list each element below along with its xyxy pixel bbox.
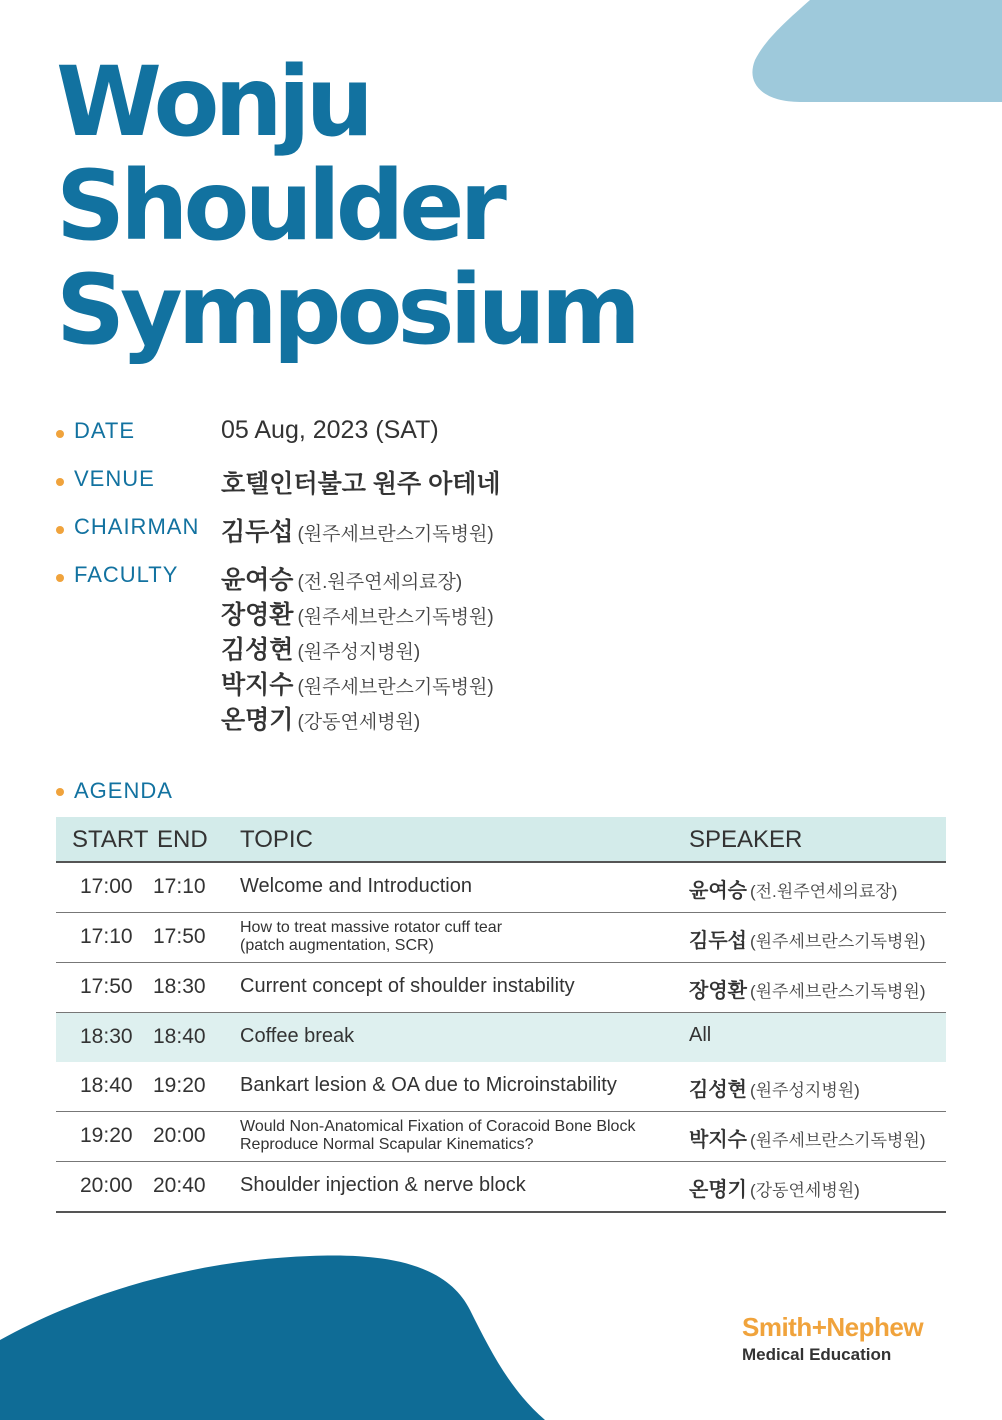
decorative-blob-top: [740, 0, 1002, 102]
agenda-table: [56, 817, 946, 1213]
date-value: 05 Aug, 2023 (SAT): [221, 416, 439, 444]
table-row: [56, 1112, 946, 1162]
header-topic: TOPIC: [240, 826, 313, 853]
speaker: [689, 874, 897, 903]
speaker: [689, 1173, 860, 1202]
topic-line-1: How to treat massive rotator cuff tear: [240, 919, 503, 936]
date-label: DATE: [74, 418, 136, 443]
table-row-break: [56, 1013, 946, 1062]
faculty-affiliation: (원주성지병원): [297, 642, 421, 663]
topic: Welcome and Introduction: [240, 875, 472, 897]
speaker-name: All: [689, 1024, 712, 1046]
chairman-row: [56, 510, 756, 558]
bullet-icon: [56, 574, 64, 582]
faculty-row: [56, 558, 756, 734]
faculty-name: 김성현: [221, 636, 294, 664]
faculty-member: [221, 630, 494, 665]
page-title: [56, 46, 636, 366]
end-time: 18:30: [153, 975, 206, 998]
faculty-name: 박지수: [221, 671, 294, 699]
topic: [240, 1118, 680, 1154]
table-row: [56, 1062, 946, 1112]
smith-nephew-logo: [742, 1312, 923, 1365]
header-start: START: [72, 826, 149, 853]
start-time: 19:20: [80, 1124, 133, 1147]
end-time: 18:40: [153, 1025, 206, 1048]
speaker-name: 윤여승: [689, 880, 747, 902]
speaker-name: 온명기: [689, 1179, 747, 1201]
agenda-table-header: [56, 817, 946, 863]
header-speaker: SPEAKER: [689, 826, 803, 853]
speaker-name: 장영환: [689, 980, 747, 1002]
faculty-name: 장영환: [221, 601, 294, 629]
faculty-affiliation: (강동연세병원): [297, 712, 421, 733]
topic: Coffee break: [240, 1025, 355, 1047]
topic-line-2: Reproduce Normal Scapular Kinematics?: [240, 1136, 534, 1153]
speaker: [689, 974, 926, 1003]
speaker: [689, 1123, 926, 1152]
end-time: 20:40: [153, 1174, 206, 1197]
venue-row: [56, 462, 756, 510]
end-time: 17:50: [153, 925, 206, 948]
logo-brand: Smith+Nephew: [742, 1312, 924, 1342]
topic: Bankart lesion & OA due to Microinstability: [240, 1074, 617, 1096]
topic: Shoulder injection & nerve block: [240, 1174, 526, 1196]
date-row: [56, 414, 756, 462]
speaker-affiliation: (전.원주연세의료장): [749, 882, 898, 901]
chairman-value: [221, 512, 494, 548]
speaker: [689, 1073, 860, 1102]
topic: [240, 919, 680, 955]
topic-line-2: (patch augmentation, SCR): [240, 937, 434, 954]
venue-label: VENUE: [74, 466, 155, 491]
event-info: [56, 414, 756, 734]
end-time: 17:10: [153, 875, 206, 898]
header-end: END: [157, 826, 208, 853]
table-row: [56, 913, 946, 963]
decorative-blob-bottom: [0, 1240, 560, 1420]
faculty-list: [221, 560, 494, 735]
speaker-affiliation: (원주성지병원): [749, 1081, 860, 1100]
start-time: 17:50: [80, 975, 133, 998]
faculty-affiliation: (전.원주연세의료장): [297, 572, 463, 593]
agenda-label: AGENDA: [74, 778, 173, 803]
logo-tagline: Medical Education: [742, 1345, 892, 1364]
topic: Current concept of shoulder instability: [240, 975, 575, 997]
title-line-3: Symposium: [56, 254, 636, 366]
title-line-2: Shoulder: [56, 150, 502, 262]
table-row: [56, 963, 946, 1013]
start-time: 18:40: [80, 1074, 133, 1097]
bullet-icon: [56, 526, 64, 534]
chairman-label: CHAIRMAN: [74, 514, 200, 539]
end-time: 19:20: [153, 1074, 206, 1097]
speaker-name: 김두섭: [689, 930, 747, 952]
start-time: 20:00: [80, 1174, 133, 1197]
table-row: [56, 863, 946, 913]
speaker-name: 김성현: [689, 1079, 747, 1101]
title-line-1: Wonju: [56, 46, 370, 158]
topic-line-1: Would Non-Anatomical Fixation of Coracoid Bone Block: [240, 1118, 636, 1135]
table-row: [56, 1162, 946, 1213]
bullet-icon: [56, 788, 64, 796]
speaker: [689, 1024, 711, 1047]
end-time: 20:00: [153, 1124, 206, 1147]
bullet-icon: [56, 430, 64, 438]
bullet-icon: [56, 478, 64, 486]
faculty-affiliation: (원주세브란스기독병원): [297, 677, 494, 698]
faculty-name: 윤여승: [221, 566, 294, 594]
speaker-name: 박지수: [689, 1129, 747, 1151]
faculty-affiliation: (원주세브란스기독병원): [297, 607, 494, 628]
speaker-affiliation: (원주세브란스기독병원): [749, 1131, 926, 1150]
faculty-name: 온명기: [221, 706, 294, 734]
chairman-affiliation: (원주세브란스기독병원): [297, 524, 494, 545]
faculty-member: [221, 700, 494, 735]
speaker: [689, 924, 926, 953]
start-time: 18:30: [80, 1025, 133, 1048]
speaker-affiliation: (원주세브란스기독병원): [749, 932, 926, 951]
start-time: 17:00: [80, 875, 133, 898]
venue-value: 호텔인터불고 원주 아테네: [221, 470, 501, 498]
faculty-member: [221, 665, 494, 700]
faculty-member: [221, 560, 494, 595]
speaker-affiliation: (강동연세병원): [749, 1181, 860, 1200]
chairman-name: 김두섭: [221, 518, 294, 546]
start-time: 17:10: [80, 925, 133, 948]
faculty-member: [221, 595, 494, 630]
faculty-label: FACULTY: [74, 562, 179, 587]
speaker-affiliation: (원주세브란스기독병원): [749, 982, 926, 1001]
